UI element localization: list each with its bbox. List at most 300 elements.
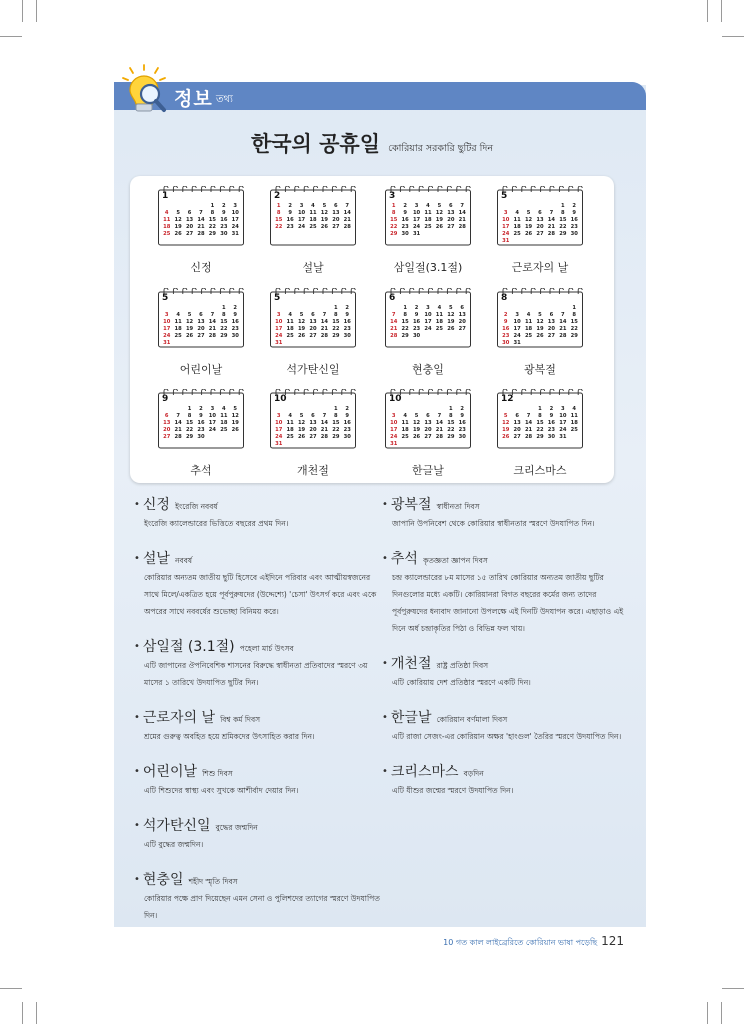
calendar-day: 2 xyxy=(222,203,226,209)
calendar-day: 3 xyxy=(503,210,508,216)
calendar-day: 29 xyxy=(220,333,228,339)
calendar-day: 23 xyxy=(412,326,421,332)
calendar-day xyxy=(534,340,545,347)
calendar-day: 1 xyxy=(276,203,281,209)
holiday-name-korean: 석가탄신일 xyxy=(142,818,211,834)
calendar-day xyxy=(307,305,318,312)
calendar-day: 10 xyxy=(208,413,217,419)
calendar-day xyxy=(511,203,522,210)
calendar-day: 16 xyxy=(412,319,421,325)
calendar-day: 24 xyxy=(275,434,283,440)
calendar-day: 1 xyxy=(572,305,577,311)
calendar-day: 16 xyxy=(502,326,510,332)
calendar-day: 28 xyxy=(435,434,444,440)
holiday-description: এটি জাপানের ঔপনিবেশিক শাসনের বিরুদ্ধে স্বাধীনতা প্রতিবাদের স্মরণে ৩য় মাসের ১ তারিখে উদযাপিত ছুটির দিন। xyxy=(144,661,368,687)
calendar-day: 14 xyxy=(320,420,329,426)
calendar-day: 25 xyxy=(424,224,432,230)
bullet-icon: • xyxy=(382,712,388,723)
calendar-day: 19 xyxy=(185,326,194,332)
calendar-month: 2 xyxy=(274,191,281,201)
holiday-item xyxy=(382,653,632,691)
calendar-day: 20 xyxy=(536,224,544,230)
bullet-icon: • xyxy=(134,874,140,885)
holiday-name-korean: 한글날 xyxy=(390,710,432,726)
calendar-day: 21 xyxy=(524,427,533,433)
calendar-day: 12 xyxy=(320,210,329,216)
calendar-day: 8 xyxy=(561,210,565,216)
calendar-day: 1 xyxy=(561,203,565,209)
calendar-day: 2 xyxy=(233,305,238,311)
calendar-day: 5 xyxy=(503,413,508,419)
calendar-day xyxy=(457,333,468,340)
calendar-day: 28 xyxy=(208,333,217,339)
calendar-day: 11 xyxy=(286,420,294,426)
calendar-day xyxy=(445,231,456,238)
calendar-day: 30 xyxy=(231,333,239,339)
calendar-day: 9 xyxy=(288,210,292,216)
calendar-day: 20 xyxy=(547,326,556,332)
calendar-day: 26 xyxy=(297,434,306,440)
calendar-day: 30 xyxy=(220,231,228,237)
calendar-day xyxy=(319,441,330,448)
calendar-day: 13 xyxy=(185,217,194,223)
calendar-day: 20 xyxy=(185,224,194,230)
calendar-day: 20 xyxy=(513,427,521,433)
holiday-item xyxy=(382,707,632,745)
calendar-day: 12 xyxy=(502,420,510,426)
calendar-day: 11 xyxy=(524,319,533,325)
calendar-day: 8 xyxy=(334,312,338,318)
calendar-day: 4 xyxy=(572,406,577,412)
bullet-icon: • xyxy=(382,499,388,510)
calendar-day: 10 xyxy=(513,319,521,325)
holiday-name-korean: 근로자의 날 xyxy=(142,710,215,726)
holiday-item xyxy=(382,548,632,637)
calendar-day: 29 xyxy=(559,231,567,237)
calendar-icon xyxy=(385,186,471,246)
calendar-day: 16 xyxy=(401,217,409,223)
calendar-days xyxy=(500,203,580,245)
calendar-day: 1 xyxy=(334,305,338,311)
calendar-day: 30 xyxy=(343,434,351,440)
calendar-day: 15 xyxy=(208,217,217,223)
calendar-days xyxy=(161,406,241,441)
calendar-day: 14 xyxy=(320,319,329,325)
calendar-day: 9 xyxy=(549,413,554,419)
calendar-day xyxy=(557,340,568,347)
bullet-icon: • xyxy=(134,499,140,510)
calendar-day: 12 xyxy=(524,217,533,223)
calendar-day: 9 xyxy=(403,210,407,216)
calendar-day: 31 xyxy=(502,238,510,244)
calendar-holiday-name: 광복절 xyxy=(524,363,556,376)
bullet-icon: • xyxy=(382,553,388,564)
calendar-day: 27 xyxy=(536,231,544,237)
calendar-day: 25 xyxy=(570,427,578,433)
calendar-day: 18 xyxy=(286,326,294,332)
calendar-day: 16 xyxy=(547,420,556,426)
holiday-item xyxy=(382,761,632,799)
calendar-day: 23 xyxy=(401,224,409,230)
calendar-day: 5 xyxy=(437,203,442,209)
calendar-day xyxy=(273,406,284,413)
calendar-day: 2 xyxy=(345,305,350,311)
calendar-day xyxy=(172,340,183,347)
calendar-day: 2 xyxy=(549,406,554,412)
calendar-day xyxy=(434,231,445,238)
bullet-icon: • xyxy=(382,766,388,777)
calendar-day: 30 xyxy=(412,333,421,339)
calendar-day: 27 xyxy=(309,333,317,339)
holiday-name-bengali: নববর্ষ xyxy=(175,556,193,565)
calendar-day: 4 xyxy=(164,210,169,216)
calendar-day: 11 xyxy=(401,420,409,426)
calendar-day: 31 xyxy=(513,340,521,346)
calendar-day: 11 xyxy=(174,319,182,325)
calendar-day xyxy=(422,441,433,448)
calendar-holiday-name: 설날 xyxy=(302,261,324,274)
holiday-name-korean: 설날 xyxy=(142,551,170,567)
holiday-item xyxy=(134,761,384,799)
calendar-day: 23 xyxy=(343,326,351,332)
calendar-day: 13 xyxy=(536,217,544,223)
calendar-days xyxy=(388,305,468,340)
calendar-day: 7 xyxy=(437,413,442,419)
calendar-day: 18 xyxy=(286,427,294,433)
calendar-month: 5 xyxy=(501,191,508,201)
holiday-name-bengali: বুদ্ধের জন্মদিন xyxy=(215,823,258,832)
calendar-day: 16 xyxy=(197,420,205,426)
calendar-day: 26 xyxy=(185,333,194,339)
calendar-day xyxy=(569,238,580,245)
calendar-day: 21 xyxy=(390,326,398,332)
calendar-day: 28 xyxy=(390,333,398,339)
page-title-korean: 한국의 공휴일 xyxy=(250,132,380,156)
calendar-holiday-name: 삼일절(3.1절) xyxy=(393,261,463,274)
calendar-holiday-name: 석가탄신일 xyxy=(286,363,340,376)
calendar-day: 11 xyxy=(309,210,317,216)
calendar-day: 13 xyxy=(197,319,205,325)
calendar-day xyxy=(195,305,206,312)
calendar-day: 24 xyxy=(231,224,239,230)
calendar-day: 29 xyxy=(447,434,455,440)
calendar-day: 11 xyxy=(570,413,578,419)
calendar-day: 17 xyxy=(424,319,432,325)
calendar-month: 12 xyxy=(501,394,514,404)
calendar-day: 4 xyxy=(515,210,519,216)
calendar-day: 18 xyxy=(570,420,578,426)
calendar-day xyxy=(184,203,195,210)
calendar-day: 3 xyxy=(391,413,396,419)
calendar-days xyxy=(500,406,580,441)
calendar-day: 17 xyxy=(502,224,510,230)
calendar-day: 13 xyxy=(547,319,556,325)
calendar-icon xyxy=(270,288,356,348)
calendar-day: 6 xyxy=(515,413,519,419)
calendar-day: 7 xyxy=(345,203,350,209)
calendar-day: 14 xyxy=(547,217,556,223)
magnifier-lightbulb-icon xyxy=(120,64,172,118)
calendar-day xyxy=(330,340,341,347)
calendar-month: 1 xyxy=(162,191,169,201)
calendar-day: 9 xyxy=(460,413,465,419)
calendar-day: 19 xyxy=(174,224,182,230)
calendar-day: 23 xyxy=(343,427,351,433)
calendar-day xyxy=(388,406,399,413)
calendar-day: 20 xyxy=(309,427,317,433)
calendar-day: 25 xyxy=(524,333,533,339)
calendar-day: 12 xyxy=(231,413,239,419)
calendar-month: 10 xyxy=(274,394,287,404)
calendar-day: 15 xyxy=(185,420,194,426)
holiday-description: এটি বুদ্ধের জন্মদিন। xyxy=(144,840,204,849)
calendar-day: 25 xyxy=(401,434,409,440)
calendar-day: 4 xyxy=(222,406,226,412)
calendar-day: 8 xyxy=(276,210,281,216)
calendar-day xyxy=(172,305,183,312)
calendar-day: 20 xyxy=(163,427,171,433)
calendar-day: 23 xyxy=(220,224,228,230)
calendar-day: 25 xyxy=(286,333,294,339)
holiday-name-korean: 개천절 xyxy=(390,656,432,672)
calendar-day: 29 xyxy=(536,434,544,440)
holiday-name-korean: 현충일 xyxy=(142,872,184,888)
calendar-day: 21 xyxy=(547,224,556,230)
calendar-day xyxy=(307,340,318,347)
calendar-day: 28 xyxy=(320,434,329,440)
calendar-day: 31 xyxy=(412,231,421,237)
calendar-day: 1 xyxy=(538,406,542,412)
calendar-day: 10 xyxy=(424,312,432,318)
calendar-holiday-name: 신정 xyxy=(190,261,212,274)
calendar-day: 16 xyxy=(231,319,239,325)
calendar-month: 6 xyxy=(389,293,396,303)
banner-subtitle: তথ্য xyxy=(216,94,233,105)
holiday-description: এটি কোরিয়ায় দেশ প্রতিষ্ঠার স্মরণে একটি দিন। xyxy=(392,678,531,687)
calendar-day: 5 xyxy=(299,312,304,318)
calendar-day: 20 xyxy=(447,217,455,223)
calendar-day xyxy=(172,203,183,210)
calendar-day xyxy=(546,340,557,347)
calendar-day: 7 xyxy=(322,312,327,318)
calendar-day: 24 xyxy=(424,326,432,332)
calendar-days xyxy=(388,406,468,448)
calendar-day: 6 xyxy=(334,203,338,209)
calendar-day: 17 xyxy=(231,217,239,223)
calendar-day: 7 xyxy=(561,312,565,318)
calendar-day xyxy=(342,441,353,448)
calendar-day: 6 xyxy=(199,312,203,318)
calendar-day: 9 xyxy=(233,312,238,318)
calendar-day: 13 xyxy=(163,420,171,426)
calendar-day: 1 xyxy=(449,406,453,412)
calendar-day: 21 xyxy=(208,326,217,332)
calendar-day: 21 xyxy=(197,224,205,230)
calendar-day: 24 xyxy=(513,333,521,339)
calendar-day: 22 xyxy=(559,224,567,230)
calendar-day: 21 xyxy=(435,427,444,433)
calendar-day: 31 xyxy=(559,434,567,440)
calendar-day: 6 xyxy=(187,210,192,216)
calendar-day: 14 xyxy=(458,210,466,216)
calendar-day xyxy=(411,406,422,413)
calendar-day: 28 xyxy=(524,434,533,440)
calendar-day: 8 xyxy=(210,210,215,216)
calendar-day xyxy=(296,305,307,312)
calendar-day: 14 xyxy=(435,420,444,426)
calendar-day xyxy=(230,340,241,347)
calendar-day: 28 xyxy=(174,434,182,440)
calendar-day: 30 xyxy=(502,340,510,346)
calendar-day: 11 xyxy=(435,312,444,318)
calendar-day: 14 xyxy=(524,420,533,426)
calendar-day: 26 xyxy=(297,333,306,339)
calendar-day: 15 xyxy=(275,217,283,223)
bullet-icon: • xyxy=(382,658,388,669)
calendar-icon xyxy=(158,186,244,246)
calendar-day xyxy=(161,305,172,312)
calendar-holiday-name: 개천절 xyxy=(297,464,329,477)
calendar-day: 12 xyxy=(174,217,182,223)
calendar-day: 18 xyxy=(435,319,444,325)
calendar-day xyxy=(434,406,445,413)
calendar-day xyxy=(319,340,330,347)
calendar-day: 8 xyxy=(391,210,396,216)
holiday-description: জাপানি উপনিবেশ থেকে কোরিয়ার স্বাধীনতার স্মরণে উদযাপিত দিন। xyxy=(392,519,595,528)
calendar-day xyxy=(457,441,468,448)
calendar-day: 17 xyxy=(297,217,306,223)
calendar-days xyxy=(161,203,241,238)
calendar-day: 13 xyxy=(309,420,317,426)
calendar-days xyxy=(273,203,353,231)
calendar-day: 1 xyxy=(403,305,407,311)
calendar-day: 29 xyxy=(401,333,409,339)
holiday-name-korean: 어린이날 xyxy=(142,764,198,780)
calendar-day: 19 xyxy=(435,217,444,223)
calendar-day xyxy=(569,434,580,441)
calendar-day: 27 xyxy=(458,326,466,332)
calendar-day: 20 xyxy=(197,326,205,332)
calendar-day xyxy=(534,203,545,210)
holiday-name-korean: 광복절 xyxy=(390,497,432,513)
holiday-description: এটি যীশুর জন্মের স্মরণে উদযাপিত দিন। xyxy=(392,786,514,795)
calendar-day: 3 xyxy=(426,305,430,311)
holiday-name-korean: 신정 xyxy=(142,497,170,513)
calendar-day xyxy=(284,441,295,448)
calendar-day: 11 xyxy=(424,210,432,216)
calendar-day: 19 xyxy=(447,319,455,325)
calendar-day: 11 xyxy=(163,217,171,223)
calendar-day: 12 xyxy=(297,420,306,426)
calendar-month: 10 xyxy=(389,394,402,404)
calendar-day: 23 xyxy=(547,427,556,433)
calendar-day: 19 xyxy=(536,326,544,332)
calendar-day: 19 xyxy=(320,217,329,223)
calendar-day: 4 xyxy=(437,305,442,311)
calendar-day: 19 xyxy=(297,326,306,332)
calendar-day: 12 xyxy=(412,420,421,426)
calendar-day xyxy=(500,406,511,413)
calendar-day: 5 xyxy=(299,413,304,419)
calendar-day: 15 xyxy=(332,420,340,426)
calendar-day: 18 xyxy=(220,420,228,426)
calendar-day: 18 xyxy=(524,326,533,332)
calendar-day xyxy=(511,238,522,245)
calendar-day: 5 xyxy=(187,312,192,318)
calendar-day: 18 xyxy=(513,224,521,230)
calendar-day: 3 xyxy=(299,203,304,209)
calendar-day: 3 xyxy=(233,203,238,209)
calendar-day: 27 xyxy=(447,224,455,230)
calendar-day xyxy=(399,406,410,413)
calendar-day: 4 xyxy=(426,203,430,209)
calendar-holiday-name: 어린이날 xyxy=(179,363,223,376)
calendar-day: 26 xyxy=(502,434,510,440)
calendar-day: 27 xyxy=(424,434,432,440)
calendar-day xyxy=(319,305,330,312)
calendar-day: 10 xyxy=(231,210,239,216)
calendar-day: 6 xyxy=(311,312,315,318)
calendar-day xyxy=(534,305,545,312)
calendar-day: 3 xyxy=(276,312,281,318)
calendar-day: 25 xyxy=(220,427,228,433)
calendar-day: 22 xyxy=(208,224,217,230)
calendar-day: 27 xyxy=(185,231,194,237)
calendar-day: 13 xyxy=(309,319,317,325)
calendar-day: 5 xyxy=(449,305,453,311)
calendar-day xyxy=(296,340,307,347)
calendar-day xyxy=(307,406,318,413)
calendar-day: 30 xyxy=(570,231,578,237)
calendar-day xyxy=(422,333,433,340)
calendar-day: 20 xyxy=(332,217,340,223)
page-title xyxy=(0,128,744,158)
calendar-day xyxy=(319,406,330,413)
calendar-day: 7 xyxy=(322,413,327,419)
calendar-day: 22 xyxy=(332,326,340,332)
calendar-day xyxy=(523,340,534,347)
calendar-day: 29 xyxy=(570,333,578,339)
holiday-name-bengali: কোরিয়ান বর্ণমালা দিবস xyxy=(436,715,508,724)
holiday-description: শ্রমের গুরুত্ব অবহিত হয়ে শ্রমিকদের উৎসাহিত করার দিন। xyxy=(144,732,315,741)
calendar-days xyxy=(273,406,353,448)
calendar-day: 26 xyxy=(536,333,544,339)
holiday-item xyxy=(134,636,384,691)
calendar-day: 22 xyxy=(401,326,409,332)
calendar-day: 16 xyxy=(343,420,351,426)
holiday-description: এটি শিশুদের স্বাস্থ্য এবং সুখকে আশীর্বাদ দেয়ার দিন। xyxy=(144,786,299,795)
calendar-day: 15 xyxy=(220,319,228,325)
calendar-day: 23 xyxy=(231,326,239,332)
calendar-day: 15 xyxy=(390,217,398,223)
calendar-day: 28 xyxy=(559,333,567,339)
calendar-day: 27 xyxy=(197,333,205,339)
calendar-day xyxy=(500,203,511,210)
calendar-day xyxy=(546,305,557,312)
calendar-day: 7 xyxy=(391,312,396,318)
calendar-day xyxy=(546,238,557,245)
bullet-icon: • xyxy=(134,766,140,777)
calendar-day: 13 xyxy=(424,420,432,426)
calendar-day xyxy=(161,203,172,210)
calendar-day: 20 xyxy=(309,326,317,332)
calendar-day: 30 xyxy=(401,231,409,237)
calendar-day: 24 xyxy=(390,434,398,440)
calendar-day: 24 xyxy=(412,224,421,230)
calendar-day: 22 xyxy=(447,427,455,433)
calendar-day: 30 xyxy=(197,434,205,440)
calendar-day: 9 xyxy=(345,312,350,318)
